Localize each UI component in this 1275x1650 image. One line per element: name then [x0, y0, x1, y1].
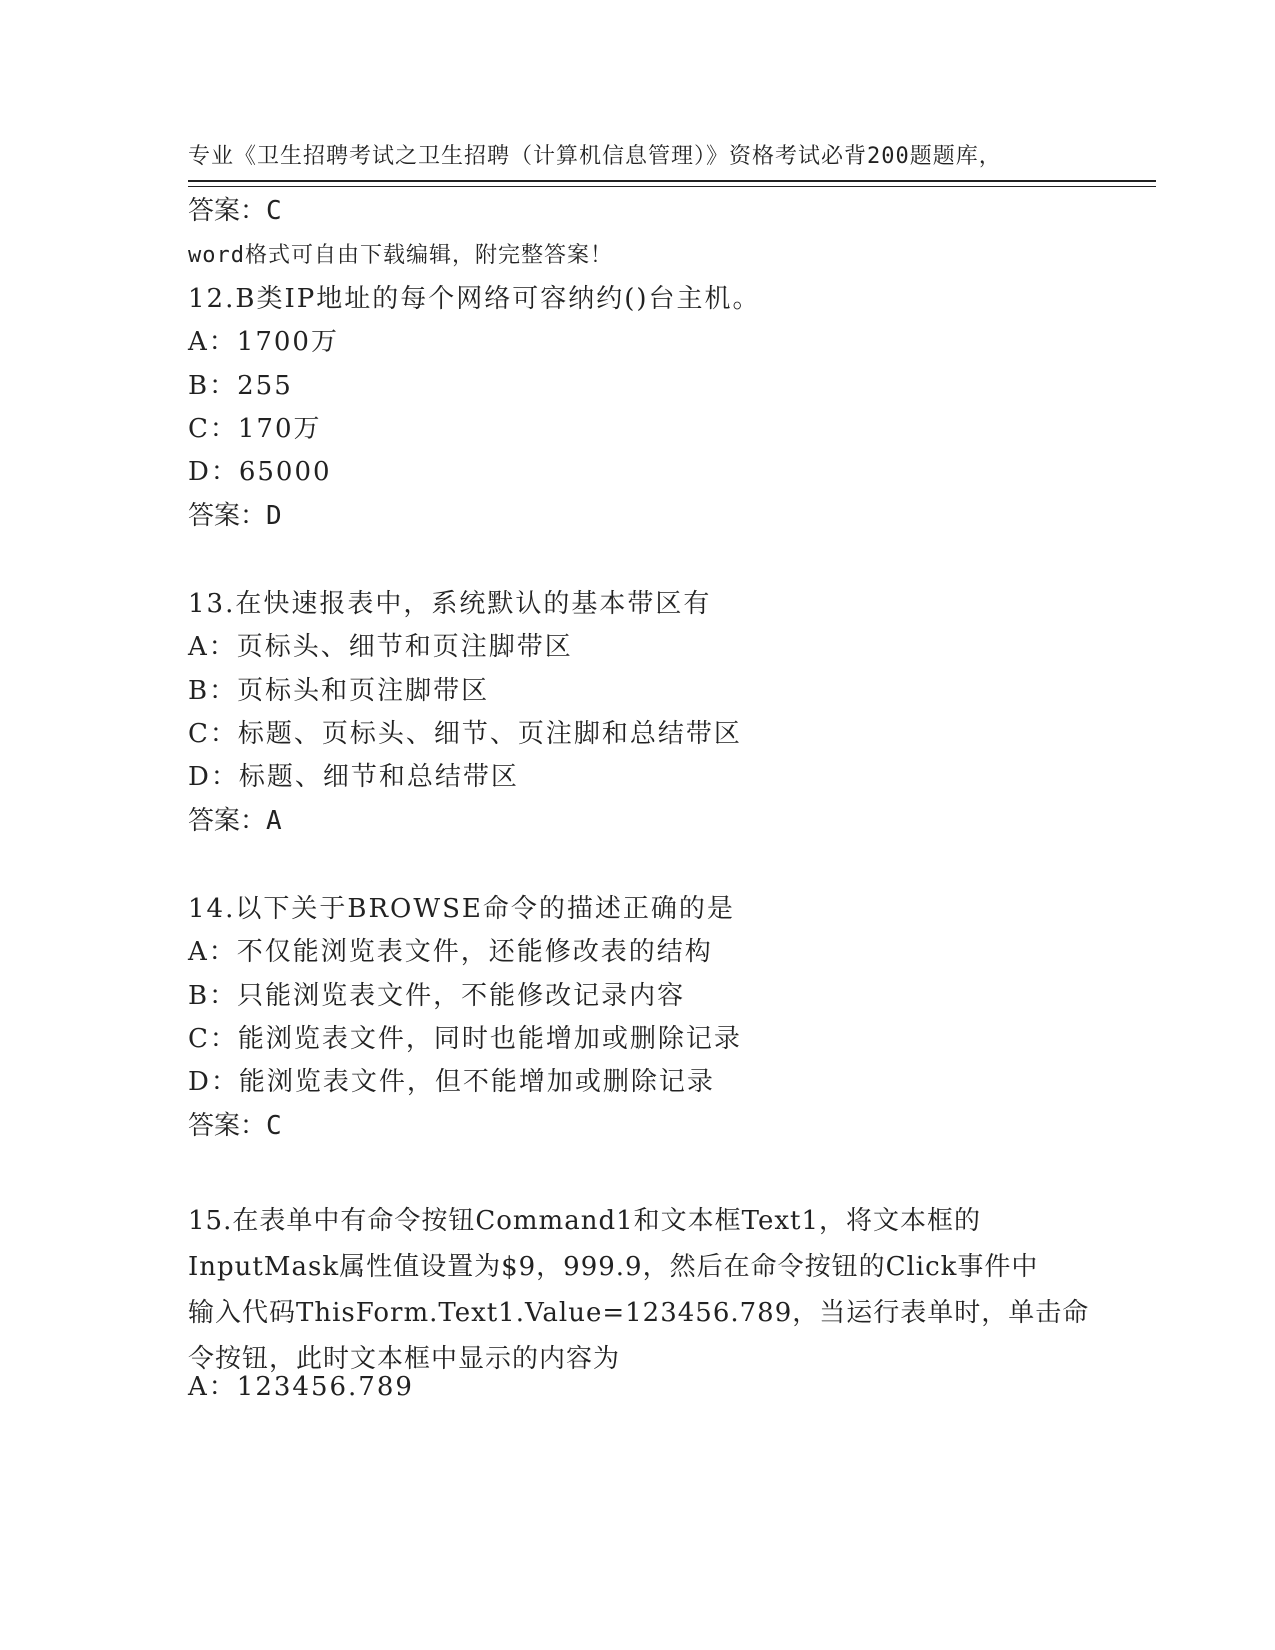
- answer-q14: 答案：C: [188, 1111, 282, 1141]
- question-15-stem-line-3: 输入代码ThisForm.Text1.Value=123456.789，当运行表单时，单击命: [188, 1298, 1090, 1328]
- question-12-option-b: B：255: [188, 371, 293, 401]
- question-14-option-c: C：能浏览表文件，同时也能增加或删除记录: [188, 1024, 742, 1054]
- question-13-option-c: C：标题、页标头、细节、页注脚和总结带区: [188, 719, 742, 749]
- question-13-stem: 13.在快速报表中，系统默认的基本带区有: [188, 589, 712, 619]
- header-divider-thin: [188, 186, 1156, 187]
- header-line-1: 专业《卫生招聘考试之卫生招聘（计算机信息管理）》资格考试必背200题题库，: [188, 144, 1002, 169]
- question-13-option-a: A：页标头、细节和页注脚带区: [188, 632, 573, 662]
- header-line-2: word格式可自由下载编辑，附完整答案！: [188, 243, 613, 268]
- answer-q12: 答案：D: [188, 501, 282, 531]
- question-14-option-b: B：只能浏览表文件，不能修改记录内容: [188, 981, 686, 1011]
- question-15-stem-line-1: 15.在表单中有命令按钮Command1和文本框Text1，将文本框的: [188, 1206, 981, 1236]
- question-14-stem: 14.以下关于BROWSE命令的描述正确的是: [188, 894, 735, 924]
- question-15-stem-line-2: InputMask属性值设置为$9，999.9，然后在命令按钮的Click事件中: [188, 1252, 1039, 1282]
- question-15-option-a: A：123456.789: [188, 1372, 414, 1402]
- question-14-option-a: A：不仅能浏览表文件，还能修改表的结构: [188, 937, 713, 967]
- question-12-option-a: A：1700万: [188, 327, 339, 357]
- answer-q11: 答案：C: [188, 196, 282, 226]
- question-13-option-d: D：标题、细节和总结带区: [188, 762, 519, 792]
- question-15-stem: [188, 1198, 1088, 1382]
- header-divider-thick: [188, 180, 1156, 182]
- answer-q13: 答案：A: [188, 806, 282, 836]
- question-13-option-b: B：页标头和页注脚带区: [188, 676, 490, 706]
- question-14-option-d: D：能浏览表文件，但不能增加或删除记录: [188, 1067, 715, 1097]
- question-12-stem: 12.B类IP地址的每个网络可容纳约()台主机。: [188, 284, 761, 314]
- question-12-option-d: D：65000: [188, 457, 332, 487]
- question-12-option-c: C：170万: [188, 414, 322, 444]
- question-15-stem-line-4: 令按钮，此时文本框中显示的内容为: [188, 1344, 621, 1374]
